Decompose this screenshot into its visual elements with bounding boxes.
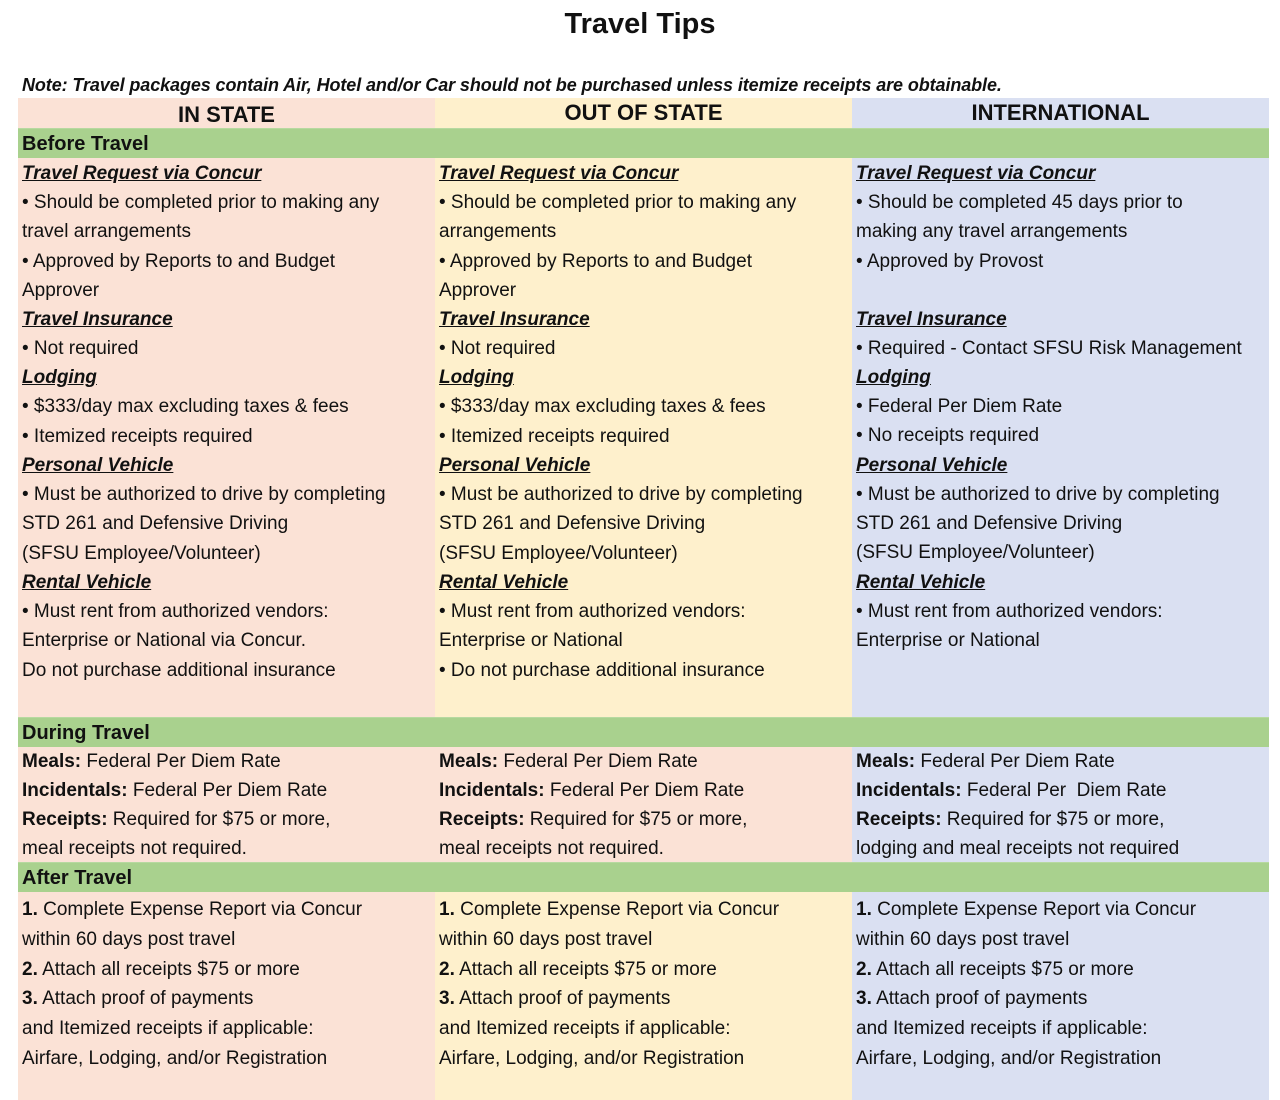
step-text: Attach all receipts $75 or more xyxy=(871,958,1134,980)
after-travel-row xyxy=(18,892,1269,1100)
purchase-note: Note: Travel packages contain Air, Hotel and/or Car should not be purchased unless itemize receipts are obtainable. xyxy=(22,75,1002,95)
text-line: • Should be completed prior to making any xyxy=(22,192,380,213)
incidentals-line xyxy=(439,776,848,805)
receipts-label: Receipts: xyxy=(856,809,942,830)
step-3 xyxy=(439,984,848,1014)
step-text: Complete Expense Report via Concur xyxy=(454,899,780,920)
after-travel-in-state xyxy=(18,892,435,1100)
text-line: • Must be authorized to drive by completing xyxy=(856,483,1220,505)
text-line: • Do not purchase additional insurance xyxy=(439,659,765,681)
incidentals-label: Incidentals: xyxy=(22,780,128,801)
text-line: Enterprise or National xyxy=(856,629,1040,651)
text-line: • Must be authorized to drive by completing xyxy=(22,484,386,506)
after-travel-international xyxy=(852,892,1269,1100)
receipts-value: Required for $75 or more, xyxy=(524,809,748,830)
incidentals-line xyxy=(22,776,431,805)
step-2 xyxy=(439,955,848,985)
step-number: 1. xyxy=(22,899,38,920)
text-line: • Federal Per Diem Rate xyxy=(856,396,1063,418)
during-travel-international xyxy=(852,747,1269,862)
step-3-cont2: Airfare, Lodging, and/or Registration xyxy=(439,1047,745,1069)
text-line: Do not purchase additional insurance xyxy=(22,659,336,681)
step-number: 1. xyxy=(856,899,872,920)
step-text: Complete Expense Report via Concur xyxy=(37,899,363,920)
meals-value: Federal Per Diem Rate xyxy=(81,751,281,772)
text-line: • Itemized receipts required xyxy=(439,425,670,447)
text-line: travel arrangements xyxy=(22,221,191,243)
subheading-rental-vehicle: Rental Vehicle xyxy=(856,571,986,593)
before-travel-out-of-state xyxy=(435,158,852,717)
meals-label: Meals: xyxy=(856,751,916,772)
section-header-after-travel: After Travel xyxy=(18,862,1269,892)
step-1-cont: within 60 days post travel xyxy=(856,928,1070,950)
step-3 xyxy=(22,984,431,1014)
subheading-lodging: Lodging xyxy=(439,367,514,389)
text-line: • $333/day max excluding taxes & fees xyxy=(439,396,766,418)
step-3-cont: and Itemized receipts if applicable: xyxy=(439,1018,731,1040)
step-3-cont: and Itemized receipts if applicable: xyxy=(22,1018,314,1040)
receipts-label: Receipts: xyxy=(22,809,108,830)
step-number: 3. xyxy=(439,988,455,1010)
meals-line xyxy=(856,747,1265,776)
meals-value: Federal Per Diem Rate xyxy=(915,751,1115,772)
after-travel-out-of-state xyxy=(435,892,852,1100)
step-1-cont: within 60 days post travel xyxy=(22,928,236,950)
receipts-label: Receipts: xyxy=(439,809,525,830)
subheading-travel-request: Travel Request via Concur xyxy=(856,163,1096,184)
column-header-international: INTERNATIONAL xyxy=(852,98,1269,128)
meals-label: Meals: xyxy=(439,751,499,772)
receipts-line xyxy=(22,805,431,834)
subheading-rental-vehicle: Rental Vehicle xyxy=(22,571,152,593)
step-text: Attach proof of payments xyxy=(454,988,671,1010)
travel-tips-table xyxy=(18,98,1269,1100)
text-line: • Should be completed prior to making any xyxy=(439,192,797,213)
step-1 xyxy=(22,895,431,925)
during-travel-in-state xyxy=(18,747,435,862)
step-number: 3. xyxy=(856,988,872,1010)
text-line: • Itemized receipts required xyxy=(22,425,253,447)
text-line: • Approved by Provost xyxy=(856,250,1044,272)
receipts-line xyxy=(439,805,848,834)
text-line: making any travel arrangements xyxy=(856,221,1128,243)
text-line: • No receipts required xyxy=(856,425,1040,447)
receipts-value: Required for $75 or more, xyxy=(107,809,331,830)
step-text: Complete Expense Report via Concur xyxy=(871,899,1197,920)
subheading-travel-insurance: Travel Insurance xyxy=(856,308,1007,330)
step-3-cont2: Airfare, Lodging, and/or Registration xyxy=(856,1047,1162,1069)
receipts-note: meal receipts not required. xyxy=(439,838,664,859)
text-line: STD 261 and Defensive Driving xyxy=(22,513,289,535)
during-travel-out-of-state xyxy=(435,747,852,862)
step-3-cont: and Itemized receipts if applicable: xyxy=(856,1018,1148,1040)
receipts-note: meal receipts not required. xyxy=(22,838,247,859)
column-header-row xyxy=(18,98,1269,128)
receipts-note: lodging and meal receipts not required xyxy=(856,838,1180,859)
before-travel-international xyxy=(852,158,1269,717)
text-line: • Not required xyxy=(22,338,139,360)
incidentals-line xyxy=(856,776,1265,805)
subheading-travel-insurance: Travel Insurance xyxy=(439,309,590,331)
meals-value: Federal Per Diem Rate xyxy=(498,751,698,772)
text-line: STD 261 and Defensive Driving xyxy=(856,513,1123,535)
step-text: Attach all receipts $75 or more xyxy=(454,958,717,980)
subheading-travel-insurance: Travel Insurance xyxy=(22,309,173,331)
text-line: (SFSU Employee/Volunteer) xyxy=(856,542,1095,564)
step-2 xyxy=(22,955,431,985)
text-line: (SFSU Employee/Volunteer) xyxy=(22,542,261,564)
spacer xyxy=(856,276,1265,305)
text-line: • Must rent from authorized vendors: xyxy=(22,600,329,622)
text-line: • Required - Contact SFSU Risk Management xyxy=(856,337,1242,359)
incidentals-value: Federal Per Diem Rate xyxy=(544,780,745,801)
incidentals-label: Incidentals: xyxy=(439,780,545,801)
subheading-personal-vehicle: Personal Vehicle xyxy=(856,454,1008,476)
text-line: • Must rent from authorized vendors: xyxy=(439,600,746,622)
text-line: Enterprise or National xyxy=(439,630,623,652)
meals-line xyxy=(439,747,848,776)
subheading-lodging: Lodging xyxy=(22,367,97,389)
section-header-before-travel: Before Travel xyxy=(18,128,1269,158)
receipts-value: Required for $75 or more, xyxy=(941,809,1165,830)
subheading-personal-vehicle: Personal Vehicle xyxy=(22,455,174,477)
before-travel-row xyxy=(18,158,1269,717)
step-1-cont: within 60 days post travel xyxy=(439,928,653,950)
step-number: 2. xyxy=(856,958,872,980)
step-number: 1. xyxy=(439,899,455,920)
text-line: • $333/day max excluding taxes & fees xyxy=(22,396,349,418)
text-line: • Must be authorized to drive by completing xyxy=(439,484,803,506)
subheading-travel-request: Travel Request via Concur xyxy=(439,163,679,184)
text-line: STD 261 and Defensive Driving xyxy=(439,513,706,535)
step-3 xyxy=(856,984,1265,1014)
column-header-in-state: IN STATE xyxy=(18,98,435,128)
subheading-rental-vehicle: Rental Vehicle xyxy=(439,571,569,593)
receipts-line xyxy=(856,805,1265,834)
step-text: Attach proof of payments xyxy=(871,988,1088,1010)
text-line: Approver xyxy=(439,279,517,301)
before-travel-in-state xyxy=(18,158,435,717)
incidentals-value: Federal Per Diem Rate xyxy=(961,780,1167,801)
text-line: Approver xyxy=(22,279,100,301)
step-number: 2. xyxy=(439,958,455,980)
text-line: (SFSU Employee/Volunteer) xyxy=(439,542,678,564)
step-1 xyxy=(439,895,848,925)
step-text: Attach proof of payments xyxy=(37,988,254,1010)
subheading-personal-vehicle: Personal Vehicle xyxy=(439,455,591,477)
subheading-lodging: Lodging xyxy=(856,367,931,389)
step-text: Attach all receipts $75 or more xyxy=(37,958,300,980)
incidentals-label: Incidentals: xyxy=(856,780,962,801)
text-line: • Not required xyxy=(439,338,556,360)
step-2 xyxy=(856,955,1265,985)
meals-line xyxy=(22,747,431,776)
step-number: 3. xyxy=(22,988,38,1010)
meals-label: Meals: xyxy=(22,751,82,772)
page-title: Travel Tips xyxy=(564,8,716,40)
text-line: • Should be completed 45 days prior to xyxy=(856,192,1183,213)
section-header-during-travel: During Travel xyxy=(18,717,1269,747)
text-line: Enterprise or National via Concur. xyxy=(22,630,307,652)
step-3-cont2: Airfare, Lodging, and/or Registration xyxy=(22,1047,328,1069)
text-line: • Approved by Reports to and Budget xyxy=(439,250,752,272)
text-line: • Approved by Reports to and Budget xyxy=(22,250,335,272)
incidentals-value: Federal Per Diem Rate xyxy=(127,780,328,801)
step-number: 2. xyxy=(22,958,38,980)
step-1 xyxy=(856,895,1265,925)
text-line: arrangements xyxy=(439,221,557,243)
during-travel-row xyxy=(18,747,1269,862)
subheading-travel-request: Travel Request via Concur xyxy=(22,163,262,184)
text-line: • Must rent from authorized vendors: xyxy=(856,600,1163,622)
column-header-out-of-state: OUT OF STATE xyxy=(435,98,852,128)
